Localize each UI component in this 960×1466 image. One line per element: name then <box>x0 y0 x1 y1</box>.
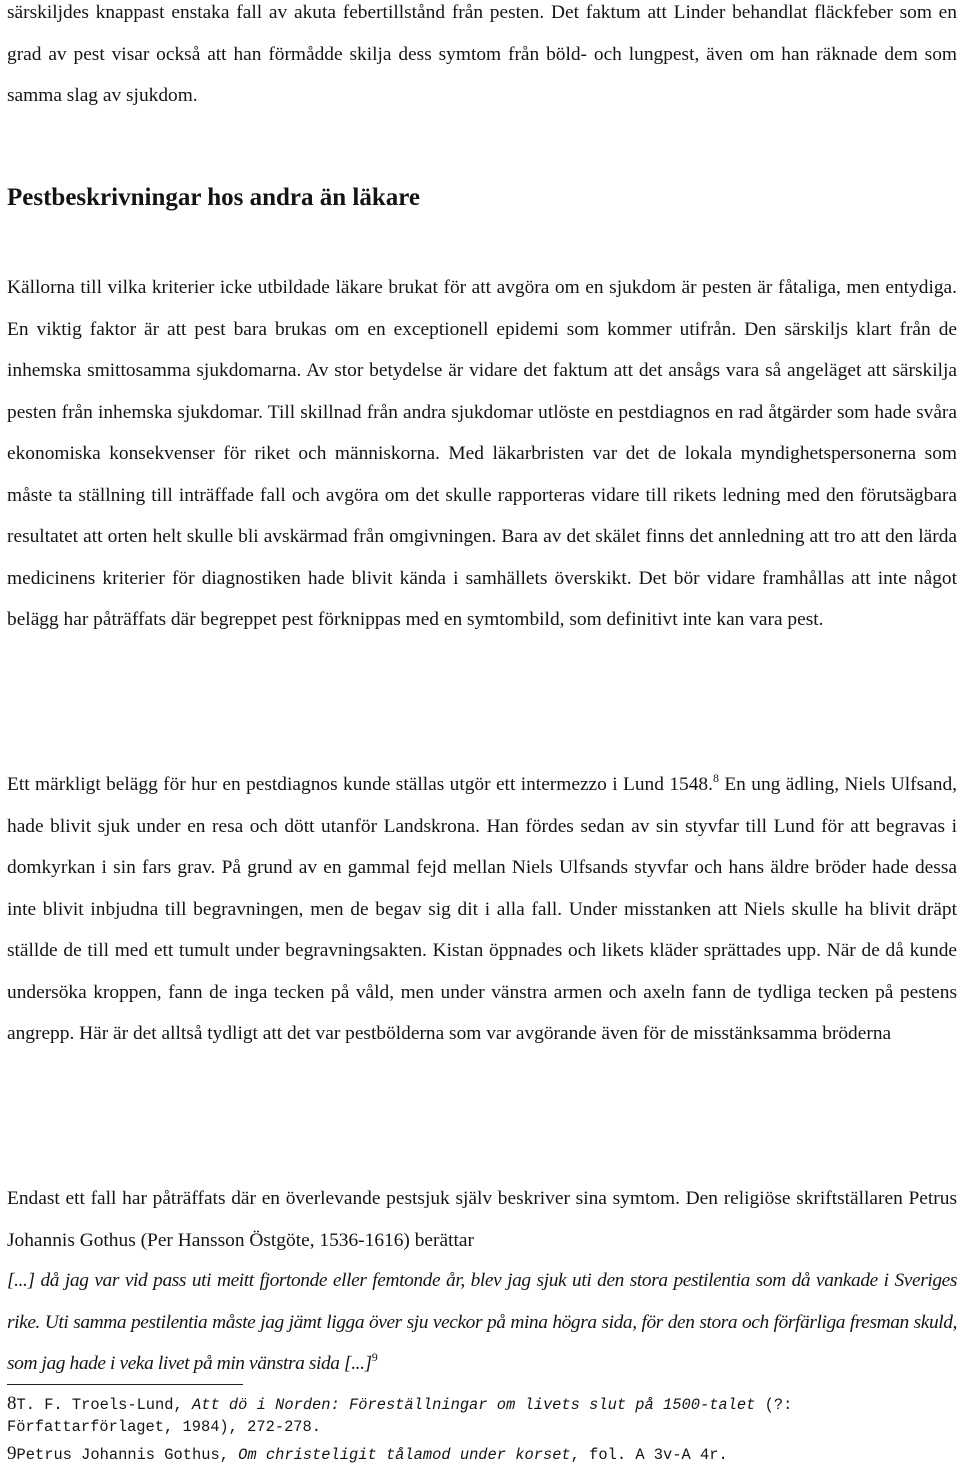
footnote-8 <box>7 1393 957 1416</box>
footnote-9-title: Om christeligit tålamod under korset <box>238 1446 571 1464</box>
footnote-ref-9[interactable]: 9 <box>371 1350 378 1364</box>
footnote-9-number: 9 <box>7 1443 17 1464</box>
footnote-9-author: Petrus Johannis Gothus, <box>16 1446 239 1464</box>
footnote-8-title: Att dö i Norden: Föreställningar om livets slut på 1500-talet <box>191 1396 756 1414</box>
block-quote <box>7 1260 957 1385</box>
intro-paragraph: särskiljdes knappast enstaka fall av akuta febertillstånd från pesten. Det faktum att Linder behandlat fläckfeber som en grad av pest visar också att han förmådde skilja dess symtom från böld- och lungpest, även om han räknade dem som samma slag av sjukdom. <box>7 2 957 106</box>
quote-text: [...] då jag var vid pass uti meitt fjortonde eller femtonde år, blev jag sjuk uti den stora pestilentia som då vankade i Sveriges rike. Uti samma pestilentia måste jag jämt ligga över sju veckor på mina högra sida, för den stora och förfärliga fresman skuld, som jag hade i veka livet på min vänstra sida [...] <box>7 1270 957 1374</box>
paragraph-survivor: Endast ett fall har påträffats där en överlevande pestsjuk själv beskriver sina symtom. Den religiöse skriftställaren Petrus Johannis Gothus (Per Hansson Östgöte, 1536-1616) berättar <box>7 1188 957 1251</box>
footnote-9 <box>7 1443 957 1466</box>
paragraph-lund-1548 <box>7 764 957 1055</box>
footnote-8-publisher: Författarförlaget, 1984), 272-278. <box>7 1418 322 1436</box>
paragraph-criteria: Källorna till vilka kriterier icke utbildade läkare brukat för att avgöra om en sjukdom är pesten är fåtaliga, men entydiga. En viktig faktor är att pest bara brukas om en exceptionell epidemi som kommer utifrån. Den särskiljs klart från de inhemska smittosamma sjukdomarna. Av stor betydelse är vidare det faktum att det ansågs vara så angeläget att särskilja pesten från inhemska sjukdomar. Till skillnad från andra sjukdomar utlöste en pestdiagnos en rad åtgärder som hade svåra ekonomiska konsekvenser för riket och människorna. Med läkarbristen var det de lokala myndighetspersonerna som måste ta ställning till inträffade fall och avgöra om det skulle rapporteras vidare till rikets ledning med den förutsägbara resultatet att orten helt skulle bli avskärmad från omgivningen. Bara av det skälet finns det annledning att tro att den lärda medicinens kriterier för diagnostiken hade blivit kända i samhällets överskikt. Det bör vidare framhållas att inte något belägg har påträffats där begreppet pest förknippas med en symtombild, som definitivt inte kan vara pest. <box>7 277 957 630</box>
paragraph-lund-text-a: Ett märkligt belägg för hur en pestdiagnos kunde ställas utgör ett intermezzo i Lund 1548. <box>7 774 713 795</box>
section-heading: Pestbeskrivningar hos andra än läkare <box>7 184 421 211</box>
paragraph-lund-text-b: En ung ädling, Niels Ulfsand, hade blivit sjuk under en resa och dött utanför Landskrona. Han fördes sedan av sin styvfar till Lund för att begravas i domkyrkan i sin fars grav. På grund av en gammal fejd mellan Niels Ulfsands styvfar och hans äldre bröder hade dessa inte blivit inbjudna till begravningen, men de begav sig dit i alla fall. Under misstanken att Niels skulle ha blivit dräpt ställde de till med ett tumult under begravningsakten. Kistan öppnades och likets kläder sprättades upp. När de då kunde undersöka kroppen, fann de inga tecken på våld, men under vänstra armen och axeln fann de tydliga tecken på pestens angrepp. Här är det alltså tydligt att det var pestbölderna som var avgörande även för de misstänksamma bröderna <box>7 774 957 1044</box>
footnote-8-number: 8 <box>7 1393 17 1414</box>
footnote-9-rest: , fol. A 3v-A 4r. <box>570 1446 728 1464</box>
footnote-8-author: T. F. Troels-Lund, <box>16 1396 192 1414</box>
footnote-separator <box>7 1384 243 1385</box>
footnote-ref-8[interactable]: 8 <box>712 771 719 785</box>
footnote-8-rest: (?: <box>755 1396 793 1414</box>
